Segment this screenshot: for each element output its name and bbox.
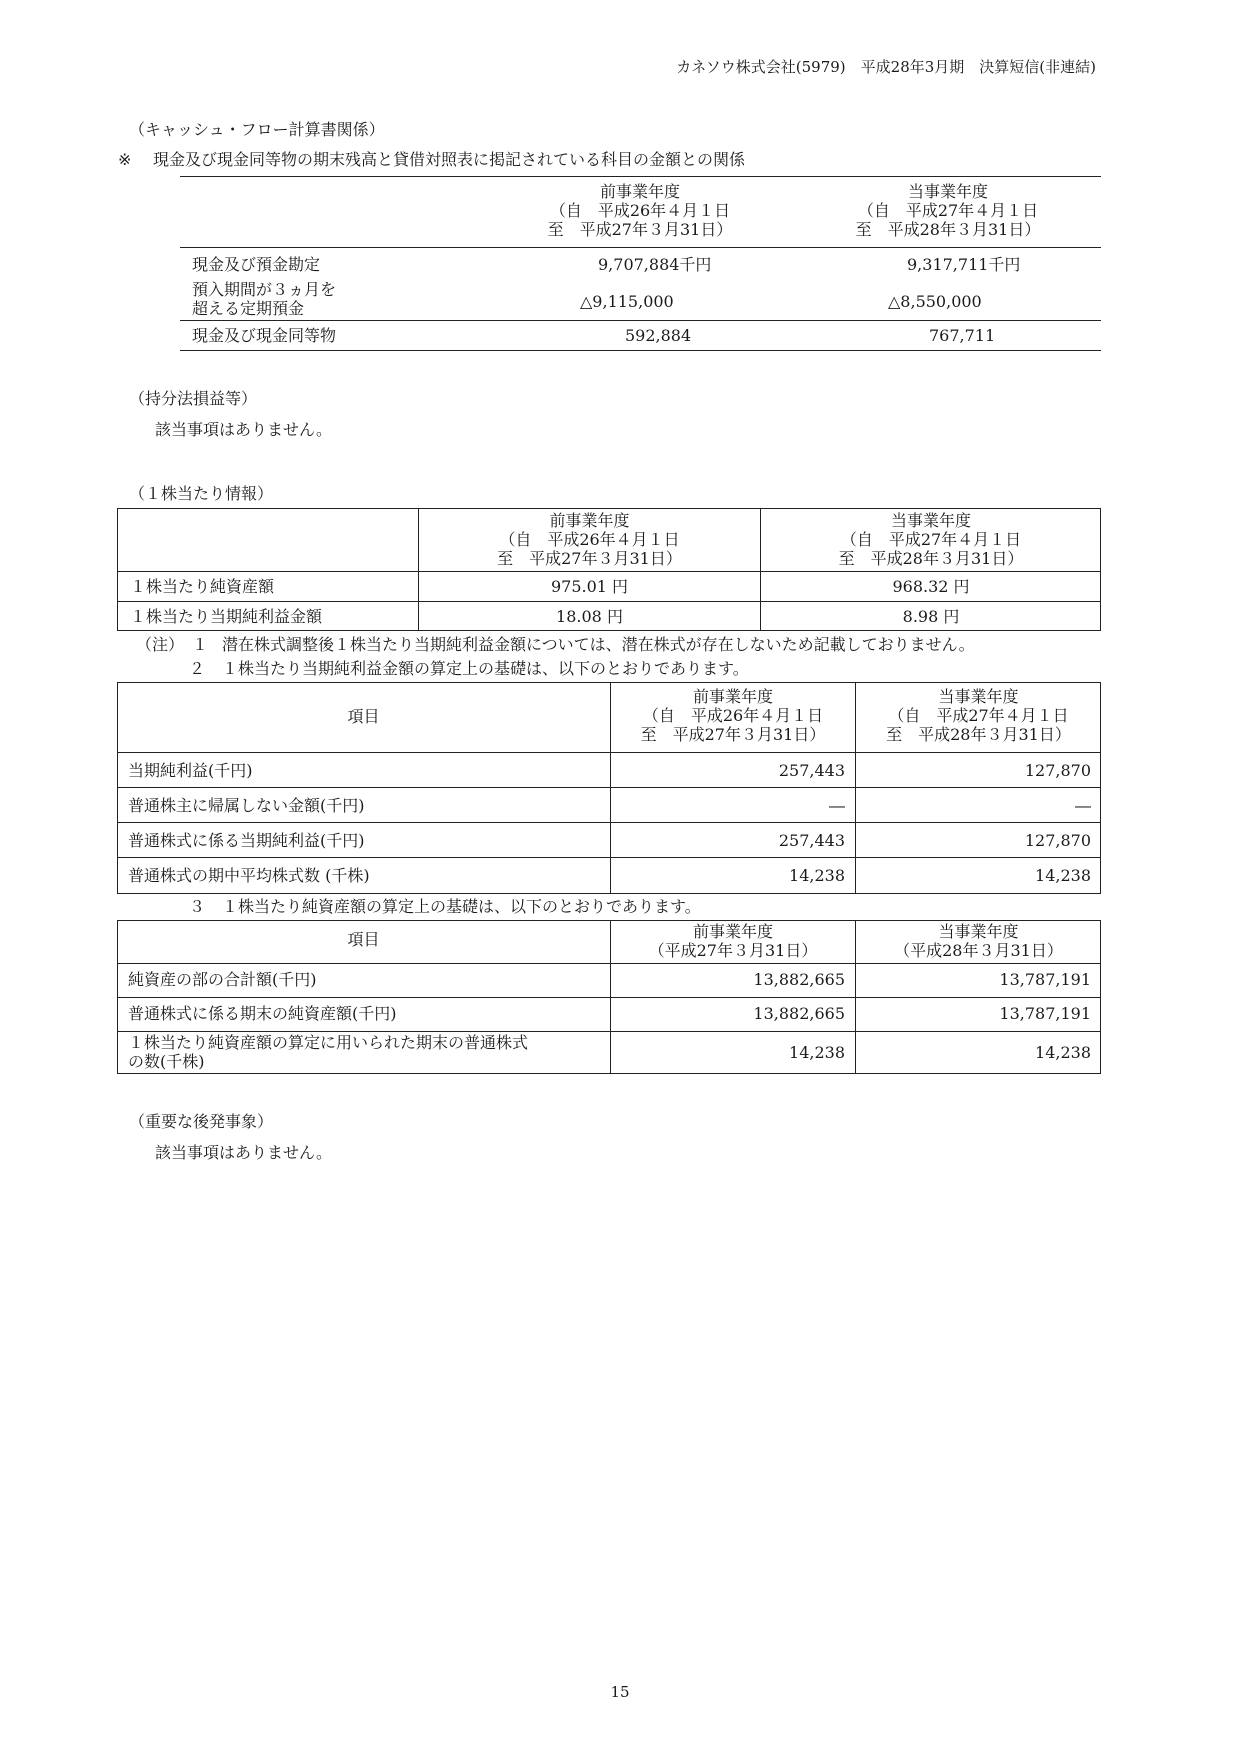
cashflow-row-prev: 592,884 (625, 326, 692, 345)
equity-method-text: 該当事項はありません。 (155, 420, 332, 439)
eps-col-prev-header: 前事業年度 （自 平成26年４月１日 至 平成27年３月31日） (640, 687, 826, 744)
note-2-text: １株当たり当期純利益金額の算定上の基礎は、以下のとおりであります。 (222, 659, 749, 678)
eps-row-prev: ― (829, 796, 845, 815)
bps-row-label: 純資産の部の合計額(千円) (128, 970, 317, 989)
per-share-row-curr: 8.98 円 (902, 607, 960, 626)
cashflow-row-label: 預入期間が３ヵ月を 超える定期預金 (192, 280, 337, 318)
bps-row-prev: 13,882,665 (753, 970, 845, 989)
note-3-number: ３ (189, 897, 206, 916)
cashflow-row-label: 現金及び現金同等物 (192, 326, 337, 345)
bps-row-label: 普通株式に係る期末の純資産額(千円) (128, 1004, 397, 1023)
bps-row-prev: 14,238 (789, 1043, 845, 1062)
cashflow-row-prev: 9,707,884千円 (598, 255, 712, 274)
bps-row-prev: 13,882,665 (753, 1004, 845, 1023)
eps-row-label: 普通株式に係る当期純利益(千円) (128, 831, 365, 850)
bps-row-label: １株当たり純資産額の算定に用いられた期末の普通株式 の数(千株) (128, 1033, 529, 1071)
bps-item-header: 項目 (347, 930, 380, 949)
cashflow-section-title: （キャッシュ・フロー計算書関係） (129, 120, 385, 139)
subsequent-events-title: （重要な後発事象） (129, 1112, 274, 1131)
eps-row-prev: 257,443 (778, 831, 845, 850)
subsequent-events-text: 該当事項はありません。 (155, 1143, 332, 1162)
document-header: カネソウ株式会社(5979) 平成28年3月期 決算短信(非連結) (676, 58, 1096, 76)
per-share-row-prev: 975.01 円 (550, 577, 629, 596)
eps-row-curr: 14,238 (1035, 866, 1091, 885)
per-share-row-prev: 18.08 円 (556, 607, 623, 626)
cashflow-row-curr: △8,550,000 (888, 292, 982, 311)
eps-row-curr: ― (1075, 796, 1091, 815)
cashflow-row-curr: 767,711 (929, 326, 996, 345)
note-1-prefix: （注） １ (136, 635, 209, 654)
per-share-title: （１株当たり情報） (129, 484, 274, 503)
bps-col-prev-header: 前事業年度 （平成27年３月31日） (648, 922, 818, 960)
per-share-row-curr: 968.32 円 (892, 577, 970, 596)
bps-row-curr: 13,787,191 (999, 1004, 1091, 1023)
bps-row-curr: 13,787,191 (999, 970, 1091, 989)
eps-row-label: 普通株式の期中平均株式数 (千株) (128, 866, 370, 885)
eps-col-curr-header: 当事業年度 （自 平成27年４月１日 至 平成28年３月31日） (886, 687, 1071, 744)
per-share-row-label: １株当たり純資産額 (130, 577, 275, 596)
equity-method-title: （持分法損益等） (129, 389, 258, 408)
cashflow-col-prev-header: 前事業年度 （自 平成26年４月１日 至 平成27年３月31日） (547, 182, 733, 239)
bps-col-curr-header: 当事業年度 （平成28年３月31日） (894, 922, 1063, 960)
cashflow-row-prev: △9,115,000 (580, 292, 674, 311)
eps-row-prev: 257,443 (778, 761, 845, 780)
eps-row-curr: 127,870 (1024, 831, 1091, 850)
cashflow-row-label: 現金及び預金勘定 (192, 255, 321, 274)
eps-item-header: 項目 (347, 707, 380, 726)
per-share-col-curr-header: 当事業年度 （自 平成27年４月１日 至 平成28年３月31日） (838, 511, 1024, 568)
eps-row-prev: 14,238 (789, 866, 845, 885)
eps-row-label: 当期純利益(千円) (128, 761, 253, 780)
eps-row-curr: 127,870 (1024, 761, 1091, 780)
per-share-col-prev-header: 前事業年度 （自 平成26年４月１日 至 平成27年３月31日） (497, 511, 682, 568)
cashflow-row-curr: 9,317,711千円 (907, 255, 1021, 274)
note-2-number: ２ (189, 659, 206, 678)
note-mark: ※ (118, 150, 132, 169)
note-1-text: 潜在株式調整後１株当たり当期純利益金額については、潜在株式が存在しないため記載しておりません。 (222, 635, 975, 654)
eps-row-label: 普通株主に帰属しない金額(千円) (128, 796, 365, 815)
page-number: 15 (610, 1683, 630, 1701)
cashflow-col-curr-header: 当事業年度 （自 平成27年４月１日 至 平成28年３月31日） (855, 182, 1041, 239)
bps-row-curr: 14,238 (1035, 1043, 1091, 1062)
note-3-text: １株当たり純資産額の算定上の基礎は、以下のとおりであります。 (222, 897, 701, 916)
per-share-row-label: １株当たり当期純利益金額 (130, 607, 323, 626)
cashflow-note-text: 現金及び現金同等物の期末残高と貸借対照表に掲記されている科目の金額との関係 (153, 150, 746, 169)
